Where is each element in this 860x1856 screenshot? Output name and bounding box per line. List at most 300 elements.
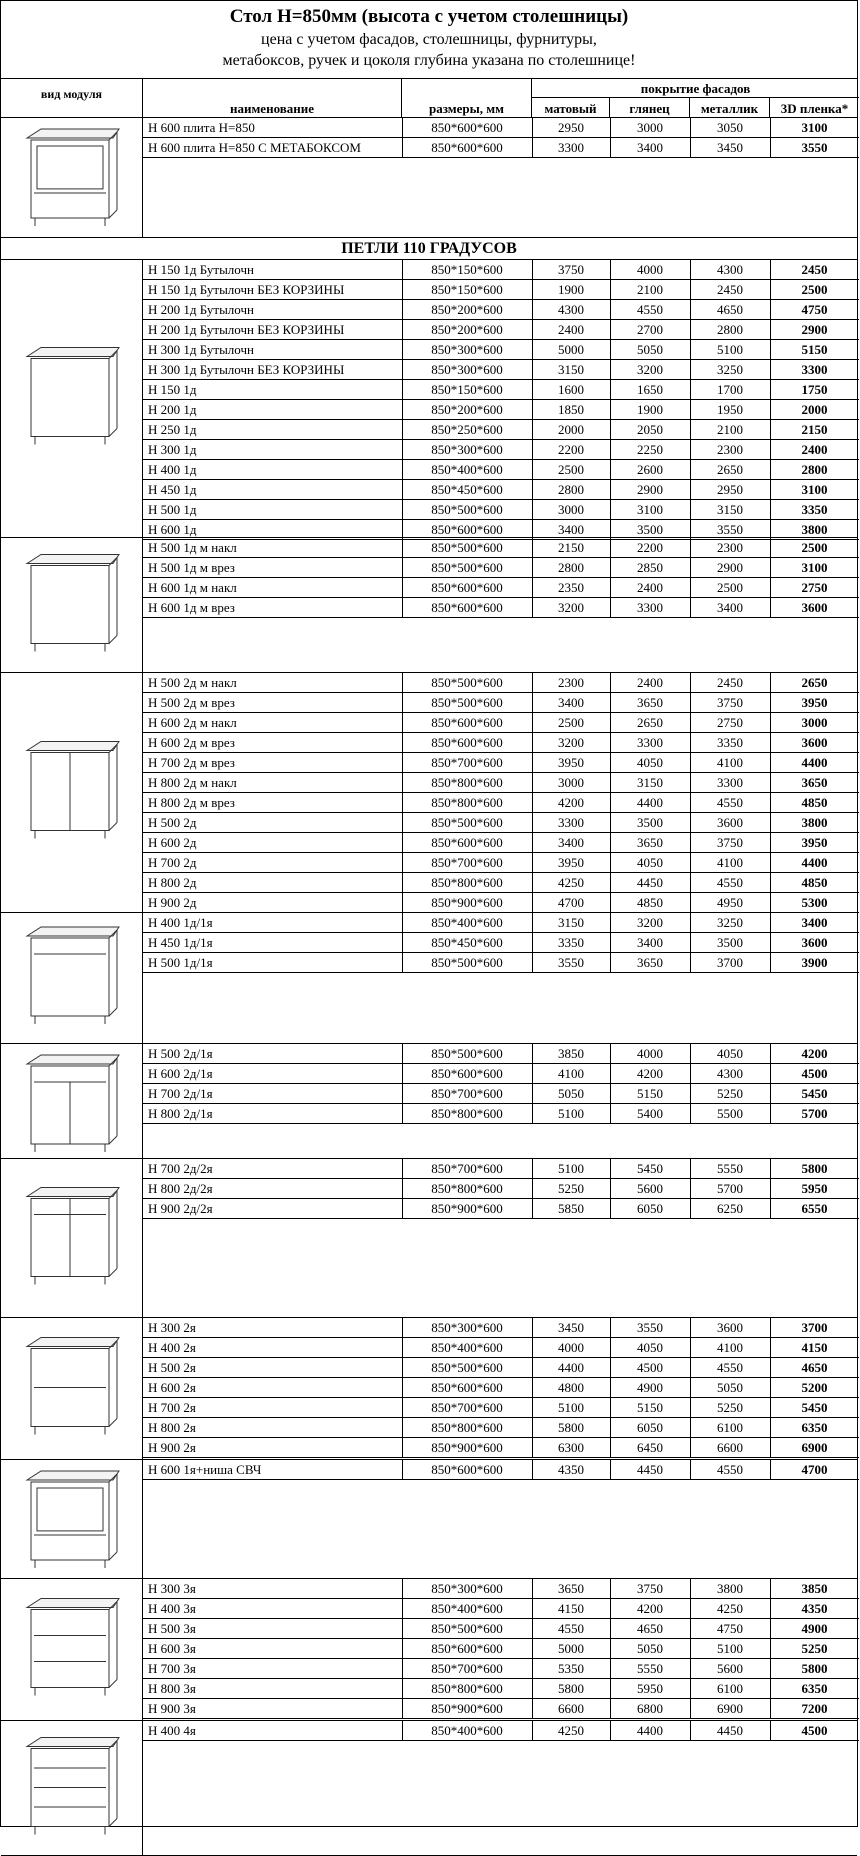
price-gloss: 5550 xyxy=(637,1661,663,1676)
column-divider xyxy=(690,1460,691,1480)
item-size: 850*300*600 xyxy=(431,342,503,357)
cabinet-group xyxy=(1,913,857,1044)
price-matte: 3850 xyxy=(558,1046,584,1061)
price-metallic: 1950 xyxy=(717,402,743,417)
price-metallic: 2500 xyxy=(717,580,743,595)
price-metallic: 4550 xyxy=(717,795,743,810)
price-matte: 5800 xyxy=(558,1420,584,1435)
item-name: Н 400 3я xyxy=(148,1601,196,1616)
item-name: Н 500 2д м накл xyxy=(148,675,237,690)
price-gloss: 4400 xyxy=(637,795,663,810)
price-3d-film: 3950 xyxy=(801,835,828,850)
price-metallic: 2100 xyxy=(717,422,743,437)
column-metallic: металлик xyxy=(690,98,770,117)
item-name: Н 500 2д/1я xyxy=(148,1046,213,1061)
column-divider xyxy=(532,260,533,540)
item-name: Н 300 1д xyxy=(148,442,197,457)
price-metallic: 6250 xyxy=(717,1201,743,1216)
table-row xyxy=(143,300,859,320)
item-name: Н 900 2я xyxy=(148,1440,196,1455)
group-rows xyxy=(143,118,859,158)
table-row xyxy=(143,1679,859,1699)
table-row xyxy=(143,833,859,853)
column-divider xyxy=(402,1159,403,1219)
table-row xyxy=(143,1159,859,1179)
price-metallic: 3750 xyxy=(717,695,743,710)
item-size: 850*500*600 xyxy=(431,955,503,970)
price-matte: 2350 xyxy=(558,580,584,595)
price-matte: 3200 xyxy=(558,600,584,615)
column-divider xyxy=(610,1460,611,1480)
price-3d-film: 6550 xyxy=(801,1201,828,1216)
item-name: Н 500 1д xyxy=(148,502,197,517)
price-metallic: 4300 xyxy=(717,262,743,277)
price-metallic: 5600 xyxy=(717,1661,743,1676)
item-size: 850*450*600 xyxy=(431,482,503,497)
price-matte: 5100 xyxy=(558,1400,584,1415)
price-metallic: 4250 xyxy=(717,1601,743,1616)
price-gloss: 2600 xyxy=(637,462,663,477)
price-gloss: 2400 xyxy=(637,675,663,690)
item-name: Н 300 1д Бутылочн xyxy=(148,342,254,357)
price-3d-film: 3100 xyxy=(801,482,828,497)
item-name: Н 600 2д м накл xyxy=(148,715,237,730)
price-gloss: 3000 xyxy=(637,120,663,135)
price-gloss: 2200 xyxy=(637,540,663,555)
price-gloss: 1650 xyxy=(637,382,663,397)
item-size: 850*900*600 xyxy=(431,1201,503,1216)
item-size: 850*600*600 xyxy=(431,715,503,730)
price-3d-film: 4850 xyxy=(801,795,828,810)
price-metallic: 3250 xyxy=(717,362,743,377)
item-name: Н 400 4я xyxy=(148,1723,196,1738)
table-row xyxy=(143,380,859,400)
item-size: 850*500*600 xyxy=(431,560,503,575)
item-name: Н 150 1д Бутылочн xyxy=(148,262,254,277)
item-size: 850*500*600 xyxy=(431,1621,503,1636)
item-size: 850*900*600 xyxy=(431,895,503,910)
table-row xyxy=(143,360,859,380)
column-size: размеры, мм xyxy=(402,79,532,117)
column-divider xyxy=(532,538,533,618)
item-name: Н 500 1д м врез xyxy=(148,560,235,575)
column-divider xyxy=(690,1318,691,1458)
price-gloss: 5150 xyxy=(637,1400,663,1415)
price-table-body xyxy=(1,118,857,1856)
table-row xyxy=(143,913,859,933)
item-size: 850*600*600 xyxy=(431,1066,503,1081)
column-divider xyxy=(770,1460,771,1480)
price-matte: 3950 xyxy=(558,855,584,870)
price-matte: 2950 xyxy=(558,120,584,135)
price-gloss: 5050 xyxy=(637,342,663,357)
price-metallic: 4550 xyxy=(717,1360,743,1375)
cabinet-group xyxy=(1,673,857,913)
column-divider xyxy=(770,538,771,618)
table-row xyxy=(143,773,859,793)
price-3d-film: 5800 xyxy=(801,1661,828,1676)
item-size: 850*200*600 xyxy=(431,402,503,417)
price-3d-film: 4500 xyxy=(801,1066,828,1081)
item-size: 850*800*600 xyxy=(431,1106,503,1121)
column-divider xyxy=(690,673,691,913)
price-matte: 4400 xyxy=(558,1360,584,1375)
price-gloss: 1900 xyxy=(637,402,663,417)
price-gloss: 4050 xyxy=(637,855,663,870)
table-row xyxy=(143,1378,859,1398)
item-size: 850*500*600 xyxy=(431,502,503,517)
price-gloss: 3750 xyxy=(637,1581,663,1596)
cabinet-group xyxy=(1,118,857,238)
item-name: Н 450 1д xyxy=(148,482,197,497)
price-matte: 5800 xyxy=(558,1681,584,1696)
item-name: Н 700 2д/2я xyxy=(148,1161,213,1176)
item-name: Н 800 2д м врез xyxy=(148,795,235,810)
table-row xyxy=(143,1044,859,1064)
column-divider xyxy=(402,913,403,973)
price-3d-film: 5250 xyxy=(801,1641,828,1656)
item-name: Н 200 1д xyxy=(148,402,197,417)
price-3d-film: 4400 xyxy=(801,855,828,870)
column-divider xyxy=(610,1579,611,1719)
price-3d-film: 6350 xyxy=(801,1681,828,1696)
module-view-cell xyxy=(1,118,143,237)
item-name: Н 150 1д xyxy=(148,382,197,397)
price-metallic: 2750 xyxy=(717,715,743,730)
price-3d-film: 6350 xyxy=(801,1420,828,1435)
price-metallic: 3450 xyxy=(717,140,743,155)
price-metallic: 2800 xyxy=(717,322,743,337)
price-gloss: 3650 xyxy=(637,955,663,970)
price-matte: 4800 xyxy=(558,1380,584,1395)
column-divider xyxy=(532,1579,533,1719)
item-size: 850*400*600 xyxy=(431,1340,503,1355)
table-row xyxy=(143,953,859,973)
column-divider xyxy=(532,1318,533,1458)
price-matte: 4000 xyxy=(558,1340,584,1355)
table-row xyxy=(143,1338,859,1358)
item-name: Н 600 плита Н=850 С МЕТАБОКСОМ xyxy=(148,140,361,155)
module-view-cell xyxy=(1,673,143,912)
cabinet-group xyxy=(1,1318,857,1460)
module-view-cell xyxy=(1,1159,143,1317)
table-row xyxy=(143,280,859,300)
price-3d-film: 3600 xyxy=(801,735,828,750)
price-gloss: 2900 xyxy=(637,482,663,497)
item-size: 850*600*600 xyxy=(431,120,503,135)
column-divider xyxy=(610,1318,611,1458)
price-metallic: 5550 xyxy=(717,1161,743,1176)
price-gloss: 3150 xyxy=(637,775,663,790)
price-gloss: 3200 xyxy=(637,362,663,377)
item-size: 850*300*600 xyxy=(431,1581,503,1596)
column-3d-film: 3D пленка* xyxy=(780,101,849,116)
item-name: Н 200 1д Бутылочн БЕЗ КОРЗИНЫ xyxy=(148,322,345,337)
item-size: 850*500*600 xyxy=(431,695,503,710)
item-name: Н 500 2д м врез xyxy=(148,695,235,710)
column-divider xyxy=(402,118,403,158)
price-metallic: 6900 xyxy=(717,1701,743,1716)
item-name: Н 800 2д м накл xyxy=(148,775,237,790)
column-divider xyxy=(402,538,403,618)
table-row xyxy=(143,558,859,578)
price-metallic: 6600 xyxy=(717,1440,743,1455)
item-name: Н 600 1я+ниша СВЧ xyxy=(148,1462,262,1477)
table-row xyxy=(143,118,859,138)
price-matte: 3650 xyxy=(558,1581,584,1596)
column-divider xyxy=(770,1318,771,1458)
column-divider xyxy=(770,913,771,973)
price-metallic: 3600 xyxy=(717,1320,743,1335)
module-view-cell xyxy=(1,260,143,537)
price-matte: 4550 xyxy=(558,1621,584,1636)
column-divider xyxy=(610,1721,611,1741)
column-divider xyxy=(770,1721,771,1741)
price-3d-film: 3900 xyxy=(801,955,828,970)
table-row xyxy=(143,440,859,460)
price-gloss: 4050 xyxy=(637,755,663,770)
column-divider xyxy=(532,1159,533,1219)
price-gloss: 3400 xyxy=(637,935,663,950)
item-size: 850*600*600 xyxy=(431,522,503,537)
item-size: 850*450*600 xyxy=(431,935,503,950)
price-3d-film: 3100 xyxy=(801,560,828,575)
price-3d-film: 2800 xyxy=(801,462,828,477)
item-size: 850*150*600 xyxy=(431,262,503,277)
column-divider xyxy=(402,1721,403,1741)
price-gloss: 4050 xyxy=(637,1340,663,1355)
price-3d-film: 5800 xyxy=(801,1161,828,1176)
price-metallic: 4550 xyxy=(717,875,743,890)
price-3d-film: 3100 xyxy=(801,120,828,135)
item-size: 850*800*600 xyxy=(431,1420,503,1435)
module-view-cell xyxy=(1,1318,143,1459)
cabinet-group xyxy=(1,538,857,673)
column-divider xyxy=(690,1579,691,1719)
table-row xyxy=(143,753,859,773)
price-gloss: 5450 xyxy=(637,1161,663,1176)
price-metallic: 4450 xyxy=(717,1723,743,1738)
item-name: Н 300 3я xyxy=(148,1581,196,1596)
price-metallic: 5700 xyxy=(717,1181,743,1196)
column-gloss: глянец xyxy=(610,98,690,117)
column-coverage: покрытие фасадов xyxy=(532,79,859,98)
price-3d-film: 3700 xyxy=(801,1320,828,1335)
item-name: Н 800 2я xyxy=(148,1420,196,1435)
price-matte: 2800 xyxy=(558,560,584,575)
price-metallic: 2450 xyxy=(717,675,743,690)
price-matte: 3150 xyxy=(558,362,584,377)
price-3d-film: 5150 xyxy=(801,342,828,357)
table-row xyxy=(143,538,859,558)
price-3d-film: 1750 xyxy=(801,382,828,397)
column-view: вид модуля xyxy=(1,79,143,117)
price-matte: 3400 xyxy=(558,835,584,850)
price-metallic: 5500 xyxy=(717,1106,743,1121)
price-matte: 3150 xyxy=(558,915,584,930)
item-name: Н 700 2д/1я xyxy=(148,1086,213,1101)
item-name: Н 600 1д м врез xyxy=(148,600,235,615)
item-name: Н 700 2я xyxy=(148,1400,196,1415)
sheet-title: Стол Н=850мм (высота с учетом столешницы) xyxy=(229,6,629,27)
price-matte: 3200 xyxy=(558,735,584,750)
price-gloss: 2100 xyxy=(637,282,663,297)
item-name: Н 700 2д xyxy=(148,855,197,870)
column-matte: матовый xyxy=(532,98,610,117)
price-metallic: 2300 xyxy=(717,540,743,555)
item-name: Н 600 2д/1я xyxy=(148,1066,213,1081)
price-gloss: 6450 xyxy=(637,1440,663,1455)
group-rows xyxy=(143,260,859,540)
table-row xyxy=(143,340,859,360)
column-divider xyxy=(690,1721,691,1741)
price-3d-film: 2400 xyxy=(801,442,828,457)
column-divider xyxy=(770,1579,771,1719)
price-matte: 3000 xyxy=(558,502,584,517)
price-3d-film: 2750 xyxy=(801,580,828,595)
sheet-subtitle-line-1: цена с учетом фасадов, столешницы, фурнитуры, xyxy=(261,31,597,48)
price-metallic: 4550 xyxy=(717,1462,743,1477)
item-name: Н 800 2д/1я xyxy=(148,1106,213,1121)
table-row xyxy=(143,1104,859,1124)
price-gloss: 2400 xyxy=(637,580,663,595)
table-row xyxy=(143,1179,859,1199)
table-row xyxy=(143,598,859,618)
group-rows xyxy=(143,538,859,618)
column-divider xyxy=(610,673,611,913)
cabinet-group xyxy=(1,1044,857,1159)
column-divider xyxy=(690,913,691,973)
item-name: Н 200 1д Бутылочн xyxy=(148,302,254,317)
item-size: 850*400*600 xyxy=(431,1601,503,1616)
item-size: 850*300*600 xyxy=(431,442,503,457)
table-row xyxy=(143,400,859,420)
price-gloss: 3400 xyxy=(637,140,663,155)
item-name: Н 300 1д Бутылочн БЕЗ КОРЗИНЫ xyxy=(148,362,345,377)
group-rows xyxy=(143,1318,859,1458)
item-name: Н 400 2я xyxy=(148,1340,196,1355)
column-divider xyxy=(532,913,533,973)
column-divider xyxy=(770,1159,771,1219)
price-metallic: 3750 xyxy=(717,835,743,850)
price-matte: 3950 xyxy=(558,755,584,770)
table-row xyxy=(143,1318,859,1338)
price-metallic: 2950 xyxy=(717,482,743,497)
price-gloss: 5050 xyxy=(637,1641,663,1656)
price-metallic: 4950 xyxy=(717,895,743,910)
column-divider xyxy=(610,913,611,973)
price-gloss: 4900 xyxy=(637,1380,663,1395)
item-name: Н 250 1д xyxy=(148,422,197,437)
item-size: 850*600*600 xyxy=(431,835,503,850)
price-3d-film: 2000 xyxy=(801,402,828,417)
table-row xyxy=(143,713,859,733)
price-gloss: 2050 xyxy=(637,422,663,437)
item-size: 850*200*600 xyxy=(431,322,503,337)
column-divider xyxy=(532,1460,533,1480)
item-size: 850*700*600 xyxy=(431,755,503,770)
table-row xyxy=(143,500,859,520)
item-size: 850*800*600 xyxy=(431,1181,503,1196)
module-view-cell xyxy=(1,913,143,1043)
item-name: Н 800 2д xyxy=(148,875,197,890)
item-name: Н 800 2д/2я xyxy=(148,1181,213,1196)
table-row xyxy=(143,480,859,500)
item-name: Н 500 1д/1я xyxy=(148,955,213,970)
price-3d-film: 5300 xyxy=(801,895,828,910)
price-metallic: 1700 xyxy=(717,382,743,397)
price-metallic: 4300 xyxy=(717,1066,743,1081)
price-gloss: 4650 xyxy=(637,1621,663,1636)
price-gloss: 3650 xyxy=(637,695,663,710)
item-name: Н 600 плита Н=850 xyxy=(148,120,255,135)
price-metallic: 6100 xyxy=(717,1681,743,1696)
item-name: Н 150 1д Бутылочн БЕЗ КОРЗИНЫ xyxy=(148,282,345,297)
item-size: 850*800*600 xyxy=(431,875,503,890)
price-matte: 3400 xyxy=(558,695,584,710)
price-matte: 2150 xyxy=(558,540,584,555)
table-row xyxy=(143,1064,859,1084)
table-row xyxy=(143,1398,859,1418)
item-size: 850*700*600 xyxy=(431,1161,503,1176)
group-rows xyxy=(143,1044,859,1124)
column-divider xyxy=(690,1159,691,1219)
item-size: 850*700*600 xyxy=(431,1086,503,1101)
table-row xyxy=(143,813,859,833)
column-divider xyxy=(690,538,691,618)
column-divider xyxy=(610,1044,611,1124)
price-matte: 5250 xyxy=(558,1181,584,1196)
column-divider xyxy=(402,1579,403,1719)
price-gloss: 4850 xyxy=(637,895,663,910)
table-row xyxy=(143,873,859,893)
price-gloss: 4200 xyxy=(637,1066,663,1081)
group-rows xyxy=(143,673,859,913)
item-name: Н 600 2д xyxy=(148,835,197,850)
table-row xyxy=(143,578,859,598)
price-metallic: 3500 xyxy=(717,935,743,950)
price-matte: 3400 xyxy=(558,522,584,537)
item-size: 850*400*600 xyxy=(431,462,503,477)
price-matte: 3000 xyxy=(558,775,584,790)
item-size: 850*600*600 xyxy=(431,1462,503,1477)
item-name: Н 500 1д м накл xyxy=(148,540,237,555)
price-metallic: 3050 xyxy=(717,120,743,135)
item-name: Н 600 1д м накл xyxy=(148,580,237,595)
price-gloss: 4500 xyxy=(637,1360,663,1375)
price-metallic: 4650 xyxy=(717,302,743,317)
price-matte: 3550 xyxy=(558,955,584,970)
item-size: 850*400*600 xyxy=(431,1723,503,1738)
column-divider xyxy=(532,1044,533,1124)
table-row xyxy=(143,793,859,813)
cabinet-group xyxy=(1,1159,857,1318)
price-3d-film: 2450 xyxy=(801,262,828,277)
price-3d-film: 3000 xyxy=(801,715,828,730)
price-metallic: 4750 xyxy=(717,1621,743,1636)
price-gloss: 3650 xyxy=(637,835,663,850)
table-row xyxy=(143,1358,859,1378)
column-divider xyxy=(532,118,533,158)
table-row xyxy=(143,673,859,693)
price-metallic: 5250 xyxy=(717,1400,743,1415)
table-row xyxy=(143,1619,859,1639)
column-headers xyxy=(1,79,857,118)
table-row xyxy=(143,853,859,873)
price-3d-film: 3950 xyxy=(801,695,828,710)
sheet-subtitle-line-2: метабоксов, ручек и цоколя глубина указана по столешнице! xyxy=(222,52,636,69)
price-3d-film: 2500 xyxy=(801,282,828,297)
